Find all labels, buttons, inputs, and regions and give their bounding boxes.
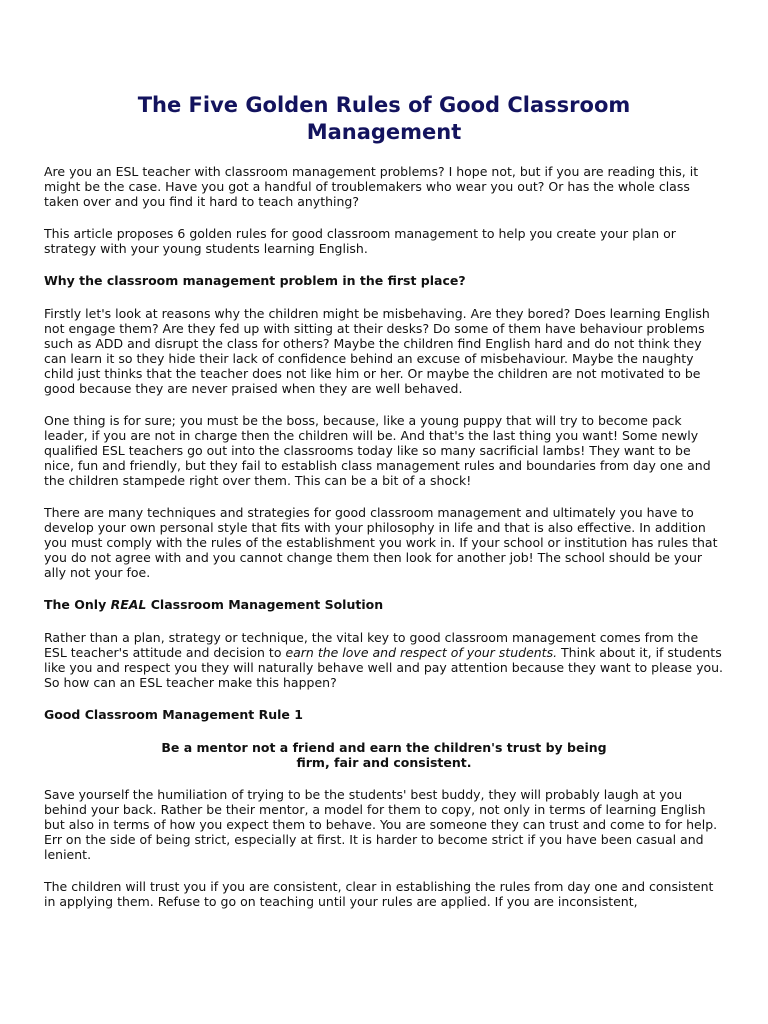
heading-real-solution-before: The Only [44, 597, 111, 612]
paragraph-reasons: Firstly let's look at reasons why the children might be misbehaving. Are they bored? Does learning English not engage them? Are they fed up with sitting at their desks? Do some of them have behaviour problems such as ADD and disrupt the class for others? Maybe the children find English hard and do not think they can learn it so they hide their lack of confidence behind an excuse of misbehaviour. Maybe the naughty child just thinks that the teacher does not like him or her. Or maybe the children are not motivated to be good because they are never praised when they are well behaved. [44, 306, 710, 396]
heading-why-problem: Why the classroom management problem in the first place? [44, 273, 466, 288]
title-line-2: Management [306, 120, 462, 144]
rule-1-statement [44, 740, 724, 770]
rule-1-line-1: Be a mentor not a friend and earn the children's trust by being [161, 740, 607, 755]
heading-rule-1: Good Classroom Management Rule 1 [44, 707, 303, 722]
article [44, 88, 724, 926]
title-line-1: The Five Golden Rules of Good Classroom [137, 93, 631, 117]
page-title [44, 88, 724, 146]
paragraph-solution [44, 630, 724, 690]
heading-real-solution-emphasis: REAL [110, 597, 147, 612]
heading-real-solution-after: Classroom Management Solution [146, 597, 384, 612]
paragraph-intro: Are you an ESL teacher with classroom management problems? I hope not, but if you are reading this, it might be the case. Have you got a handful of troublemakers who wear you out? Or has the whole class taken over and you find it hard to teach anything? [44, 164, 699, 209]
paragraph-be-the-boss: One thing is for sure; you must be the boss, because, like a young puppy that will try to become pack leader, if you are not in charge then the children will be. And that's the last thing you want! Some newly qualified ESL teachers go out into the classrooms today like so many sacrificial lambs! They want to be nice, fun and friendly, but they fail to establish class management rules and boundaries from day one and the children stampede right over them. This can be a bit of a shock! [44, 413, 711, 488]
heading-real-solution [44, 597, 724, 612]
paragraph-consistency: The children will trust you if you are consistent, clear in establishing the rules from day one and consistent in applying them. Refuse to go on teaching until your rules are applied. If you are inconsistent, [44, 879, 714, 909]
paragraph-mentor: Save yourself the humiliation of trying to be the students' best buddy, they will probably laugh at you behind your back. Rather be their mentor, a model for them to copy, not only in terms of learning English but also in terms of how you expect them to behave. You are someone they can trust and come to for help. Err on the side of being strict, especially at first. It is harder to become strict if you have been casual and lenient. [44, 787, 718, 862]
paragraph-techniques: There are many techniques and strategies for good classroom management and ultimately you have to develop your own personal style that fits with your philosophy in life and that is also effective. In addition you must comply with the rules of the establishment you work in. If your school or institution has rules that you do not agree with and you cannot change them then look for another job! The school should be your ally not your foe. [44, 505, 718, 580]
paragraph-solution-before: Rather than a plan, strategy or technique, the vital key to good classroom management comes from the ESL teacher's attitude and decision to [44, 630, 699, 660]
paragraph-solution-after: Think about it, if students like you and respect you they will naturally behave well and pay attention because they want to please you. So how can an ESL teacher make this happen? [44, 645, 724, 690]
paragraph-proposal: This article proposes 6 golden rules for good classroom management to help you create your plan or strategy with your young students learning English. [44, 226, 676, 256]
rule-1-line-2: firm, fair and consistent. [296, 755, 472, 770]
paragraph-solution-emphasis: earn the love and respect of your students. [285, 645, 558, 660]
